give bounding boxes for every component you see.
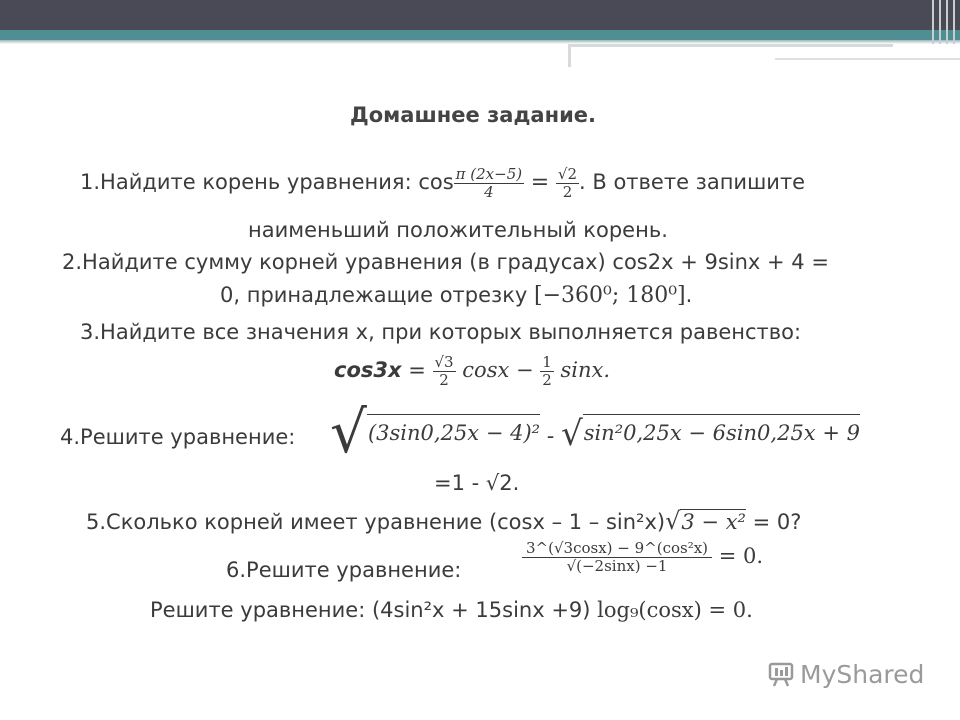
task-4-radical-1: (3sin0,25x − 4)² <box>367 414 540 445</box>
task-3-term-2: sinx. <box>560 358 611 382</box>
task-4-radical-2: sin²0,25x − 6sin0,25x + 9 <box>583 414 860 445</box>
presentation-board-icon <box>768 661 794 687</box>
task-3-frac-1-num: √3 <box>434 353 454 371</box>
header-decoration-box <box>568 44 893 67</box>
page-title: Домашнее задание. <box>350 103 597 127</box>
task-1-line-1 <box>80 166 805 200</box>
task-7-lead: Решите уравнение: (4sin²x + 15sinx +9) <box>150 598 591 622</box>
task-1-lead: 1.Найдите корень уравнения: cos <box>80 170 454 194</box>
task-6-fraction <box>522 540 712 574</box>
task-5-tail: = 0? <box>745 510 802 534</box>
task-3-frac-2-den: 2 <box>542 370 552 389</box>
task-3-frac-2 <box>540 354 554 388</box>
task-2-dot: . <box>685 283 693 307</box>
task-1-frac-num: π (2x−5) <box>455 165 523 183</box>
task-4-lead: 4.Решите уравнение: <box>60 425 296 449</box>
header-decoration-line <box>775 58 960 60</box>
task-6-lead: 6.Решите уравнение: <box>226 558 462 582</box>
task-6-expression <box>522 540 763 574</box>
task-3-term-1: cosx − <box>462 358 534 382</box>
task-1-tail: . В ответе запишите <box>579 170 806 194</box>
task-5-radical-sign: √ <box>665 507 681 535</box>
task-6-den: √(−2sinx) −1 <box>566 556 668 575</box>
task-1-frac-den: 4 <box>484 182 494 201</box>
logo-text: MyShared <box>800 659 925 689</box>
task-5-text: 5.Сколько корней имеет уравнение (cosx – 1 – sin²x) <box>86 510 666 534</box>
task-1-fraction <box>454 166 524 200</box>
task-7-line <box>150 598 753 622</box>
task-2-line-1: 2.Найдите сумму корней уравнения (в градусах) cos2x + 9sinx + 4 = <box>62 250 829 274</box>
task-3-frac-2-num: 1 <box>542 353 552 371</box>
task-3-lhs: cos3x <box>334 358 402 382</box>
task-4-minus: - <box>546 424 555 448</box>
task-1-equals: = <box>530 170 550 195</box>
task-5-line <box>86 507 801 535</box>
myshared-logo <box>768 658 924 690</box>
task-3-line-1: 3.Найдите все значения x, при которых выполняется равенство: <box>80 320 802 344</box>
task-6-rhs: = 0. <box>718 544 764 568</box>
header-decoration-lines <box>928 0 960 44</box>
task-3-line-2 <box>334 354 610 388</box>
task-1-rhs-den: 2 <box>562 182 573 201</box>
task-2-line-2 <box>220 283 692 308</box>
task-2-interval: [−360⁰; 180⁰] <box>534 283 686 308</box>
task-4-expression <box>330 398 860 466</box>
task-5-radical: 3 − x² <box>681 510 746 534</box>
task-4-radical-2-sign: √ <box>561 414 583 454</box>
task-3-frac-1 <box>433 354 456 388</box>
task-3-frac-1-den: 2 <box>439 370 449 389</box>
task-3-equals: = <box>401 358 433 382</box>
header-accent-bar <box>0 30 960 40</box>
task-1-line-2: наименьший положительный корень. <box>248 218 668 242</box>
header-bar <box>0 0 960 30</box>
task-4-radical-1-sign: √ <box>330 398 367 466</box>
task-2-text: 0, принадлежащие отрезку <box>220 283 528 307</box>
task-7-log: log₉(cosx) = 0. <box>597 598 753 622</box>
task-1-rhs-fraction <box>556 166 579 200</box>
task-6-num: 3^(√3cosx) − 9^(cos²x) <box>522 540 712 558</box>
task-1-rhs-num: √2 <box>557 165 578 183</box>
task-4-line-2: =1 - √2. <box>434 471 520 495</box>
